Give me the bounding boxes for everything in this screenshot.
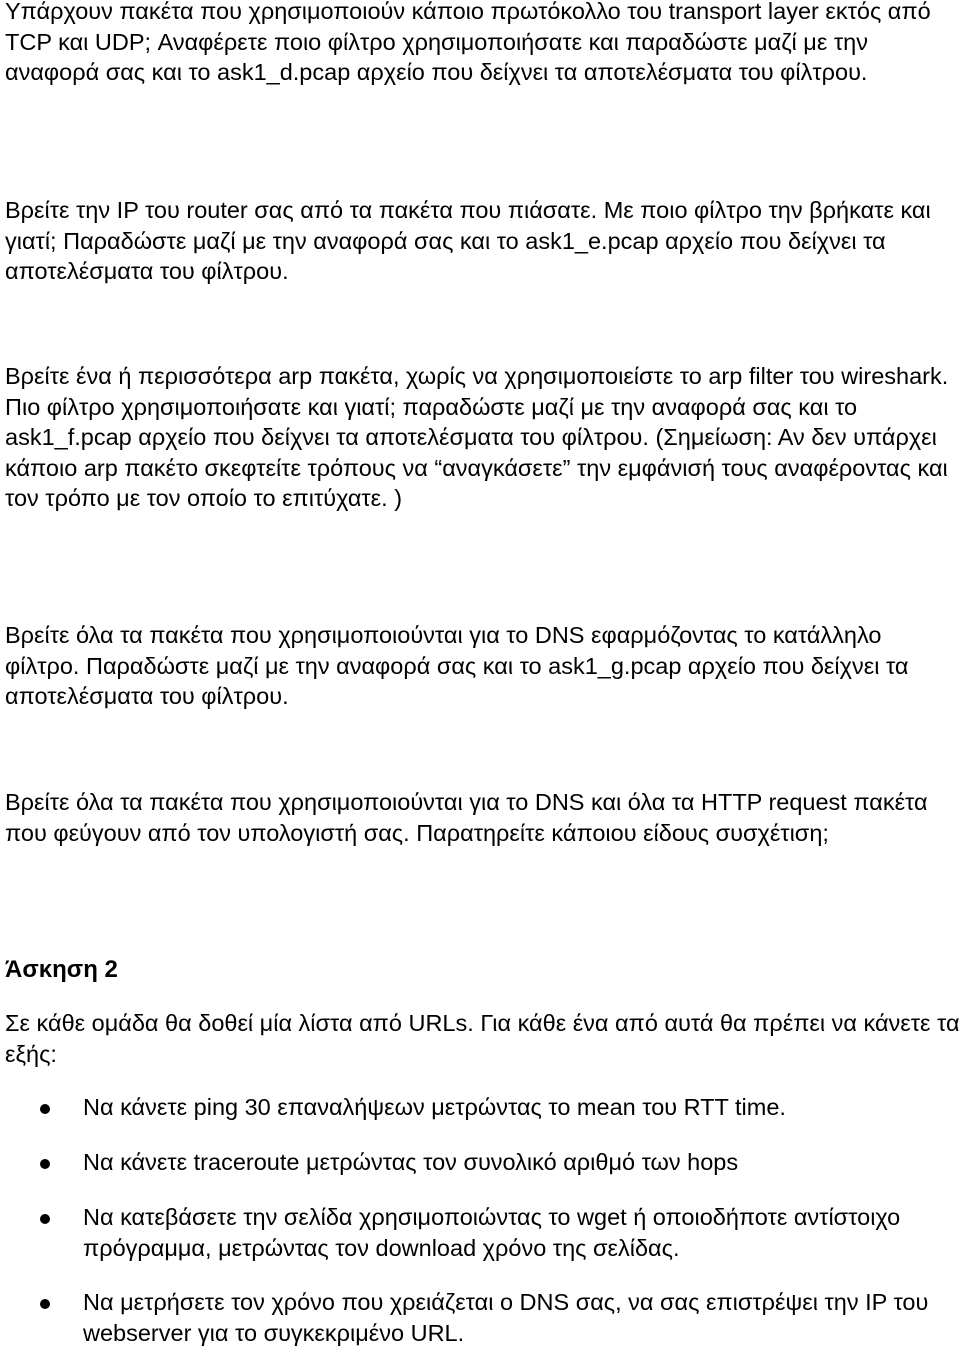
section-intro: Σε κάθε ομάδα θα δοθεί μία λίστα από URLs. Για κάθε ένα από αυτά θα πρέπει να κάνετε τα εξής:	[5, 1010, 960, 1067]
bullet-icon	[40, 1214, 50, 1224]
bullet-icon	[40, 1299, 50, 1309]
section-heading: Άσκηση 2	[5, 956, 118, 983]
list-item-text: Να κατεβάσετε την σελίδα χρησιμοποιώντας το wget ή οποιοδήποτε αντίστοιχο πρόγραμμα, μετρώντας τον download χρόνο της σελίδας.	[83, 1204, 901, 1261]
paragraph-arp-packets: Βρείτε ένα ή περισσότερα arp πακέτα, χωρίς να χρησιμοποιείστε το arp filter του wireshark. Πιο φίλτρο χρησιμοποιήσατε και γιατί; παραδώστε μαζί με την αναφορά σας και το ask1_f.pcap αρχείο που δείχνει τα αποτελέσματα του φίλτρου. (Σημείωση: Αν δεν υπάρχει κάποιο arp πακέτο σκεφτείτε τρόπους να “αναγκάσετε” την εμφάνισή τους αναφέροντας και τον τρόπο με τον οποίο το επιτύχατε. )	[5, 363, 949, 511]
list-item-text: Να μετρήσετε τον χρόνο που χρειάζεται ο DNS σας, να σας επιστρέψει την IP του webserver για το συγκεκριμένο URL.	[83, 1289, 929, 1346]
list-item-text: Να κάνετε traceroute μετρώντας τον συνολικό αριθμό των hops	[83, 1149, 739, 1175]
paragraph-router-ip: Βρείτε την IP του router σας από τα πακέτα που πιάσατε. Με ποιο φίλτρο την βρήκατε και γιατί; Παραδώστε μαζί με την αναφορά σας και το ask1_e.pcap αρχείο που δείχνει τα αποτελέσματα του φίλτρου.	[5, 197, 931, 284]
paragraph-dns-filter: Βρείτε όλα τα πακέτα που χρησιμοποιούνται για το DNS εφαρμόζοντας το κατάλληλο φίλτρο. Παραδώστε μαζί με την αναφορά σας και το ask1_g.pcap αρχείο που δείχνει τα αποτελέσματα του φίλτρου.	[5, 622, 909, 709]
paragraph-transport-layer: Υπάρχουν πακέτα που χρησιμοποιούν κάποιο πρωτόκολλο του transport layer εκτός από TCP και UDP; Αναφέρετε ποιο φίλτρο χρησιμοποιήσατε και παραδώστε μαζί με την αναφορά σας και το ask1_d.pcap αρχείο που δείχνει τα αποτελέσματα του φίλτρου.	[5, 0, 931, 85]
bullet-icon	[40, 1104, 50, 1114]
paragraph-dns-http: Βρείτε όλα τα πακέτα που χρησιμοποιούνται για το DNS και όλα τα HTTP request πακέτα που φεύγουν από τον υπολογιστή σας. Παρατηρείτε κάποιου είδους συσχέτιση;	[5, 789, 928, 846]
bullet-icon	[40, 1159, 50, 1169]
list-item-text: Να κάνετε ping 30 επαναλήψεων μετρώντας το mean του RTT time.	[83, 1094, 786, 1120]
